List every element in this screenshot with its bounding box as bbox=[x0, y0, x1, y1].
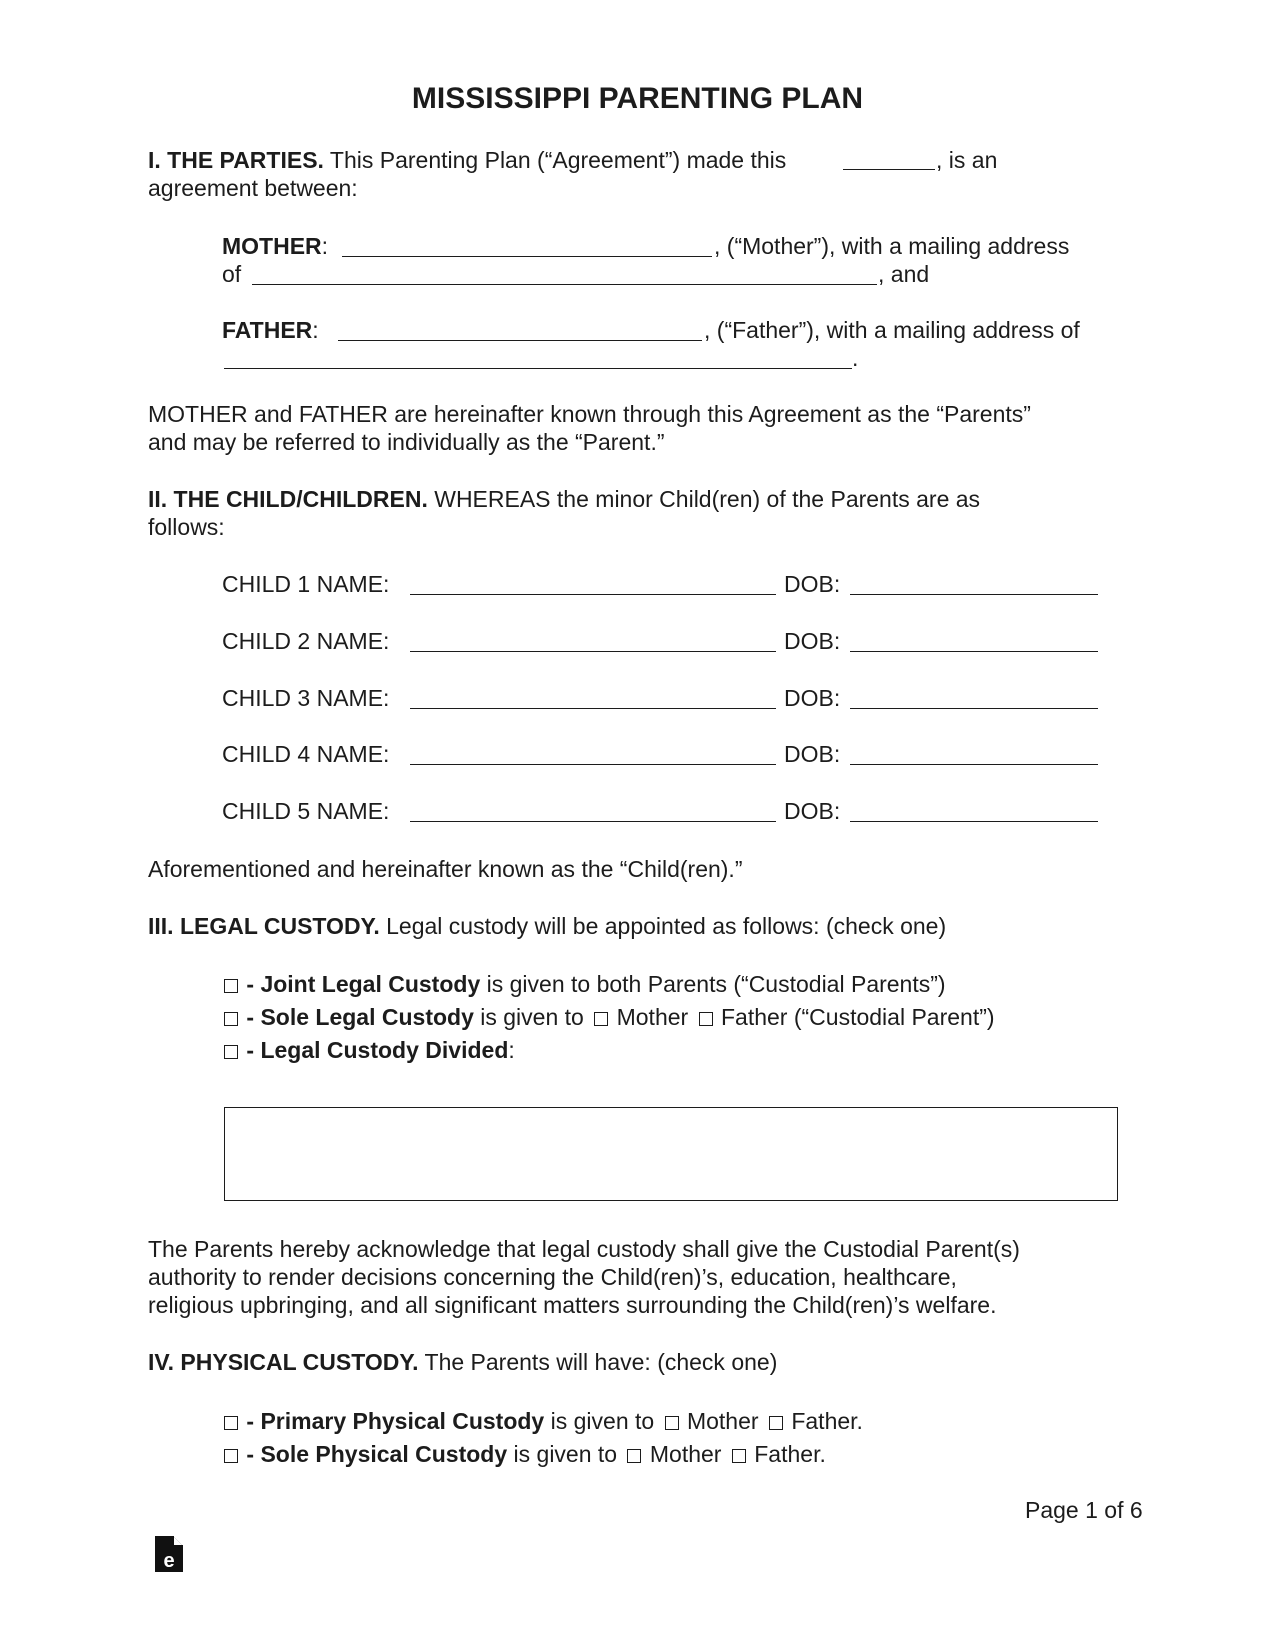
child-3-name-field[interactable] bbox=[410, 708, 776, 709]
sole-legal-rest: is given to bbox=[480, 1004, 584, 1030]
divided-legal-bold: - Legal Custody Divided bbox=[246, 1037, 509, 1063]
father-label: FATHER bbox=[222, 317, 313, 343]
sole-physical-checkbox[interactable] bbox=[224, 1449, 238, 1463]
primary-physical-mother-label: Mother bbox=[686, 1408, 759, 1434]
father-address-field[interactable] bbox=[224, 368, 852, 369]
sole-legal-bold: - Sole Legal Custody bbox=[246, 1004, 474, 1030]
child-4-name-field[interactable] bbox=[410, 764, 776, 765]
child-2-name-label: CHILD 2 NAME: bbox=[222, 628, 390, 654]
parents-known-line-1: MOTHER and FATHER are hereinafter known through this Agreement as the “Parents” bbox=[148, 401, 1031, 427]
child-2-name-field[interactable] bbox=[410, 651, 776, 652]
legal-ack-line-3: religious upbringing, and all significant matters surrounding the Child(ren)’s welfare. bbox=[148, 1292, 997, 1318]
child-5-dob-label: DOB: bbox=[784, 798, 841, 824]
child-5-name-field[interactable] bbox=[410, 821, 776, 822]
sole-physical-father-label: Father. bbox=[754, 1441, 826, 1467]
children-intro-cont: follows: bbox=[148, 514, 225, 540]
child-5-name-label: CHILD 5 NAME: bbox=[222, 798, 390, 824]
joint-legal-rest: is given to both Parents (“Custodial Parents”) bbox=[486, 971, 946, 997]
legal-ack-line-1: The Parents hereby acknowledge that legal custody shall give the Custodial Parent(s) bbox=[148, 1236, 1020, 1262]
divided-legal-checkbox[interactable] bbox=[224, 1045, 238, 1059]
legal-custody-divided-textbox[interactable] bbox=[224, 1107, 1118, 1201]
mother-label: MOTHER bbox=[222, 233, 322, 259]
legal-intro-line bbox=[148, 912, 946, 940]
eforms-logo-icon bbox=[153, 1534, 185, 1574]
sole-physical-father-checkbox[interactable] bbox=[732, 1449, 746, 1463]
parties-intro-cont: agreement between: bbox=[148, 175, 358, 201]
mother-label-line bbox=[222, 232, 328, 260]
mother-suffix: , (“Mother”), with a mailing address bbox=[714, 233, 1070, 259]
sole-legal-father-label: Father (“Custodial Parent”) bbox=[720, 1004, 995, 1030]
svg-text:e: e bbox=[163, 1550, 175, 1572]
mother-of: of bbox=[222, 261, 242, 287]
legal-ack-line-2: authority to render decisions concerning the Child(ren)’s, education, healthcare, bbox=[148, 1264, 957, 1290]
physical-option-sole bbox=[224, 1440, 826, 1468]
legal-option-joint bbox=[224, 970, 946, 998]
sole-physical-rest: is given to bbox=[513, 1441, 618, 1467]
divided-legal-colon: : bbox=[508, 1037, 515, 1063]
mother-and: , and bbox=[878, 261, 930, 287]
agreement-date-field[interactable] bbox=[843, 169, 935, 170]
child-1-name-field[interactable] bbox=[410, 594, 776, 595]
sole-legal-checkbox[interactable] bbox=[224, 1012, 238, 1026]
mother-address-field[interactable] bbox=[252, 284, 877, 285]
legal-heading: III. LEGAL CUSTODY. bbox=[148, 913, 380, 939]
mother-name-field[interactable] bbox=[342, 256, 712, 257]
father-end: . bbox=[852, 345, 859, 371]
eforms-logo-svg bbox=[153, 1534, 185, 1574]
mother-colon: : bbox=[321, 233, 329, 259]
parties-intro-suffix: , is an bbox=[936, 147, 998, 173]
physical-intro-text: The Parents will have: (check one) bbox=[424, 1349, 778, 1375]
physical-intro-line bbox=[148, 1348, 777, 1376]
primary-physical-bold: - Primary Physical Custody bbox=[246, 1408, 545, 1434]
parents-known-line-2: and may be referred to individually as the “Parent.” bbox=[148, 429, 665, 455]
sole-legal-mother-label: Mother bbox=[616, 1004, 689, 1030]
child-4-dob-field[interactable] bbox=[850, 764, 1098, 765]
primary-physical-checkbox[interactable] bbox=[224, 1416, 238, 1430]
child-1-dob-label: DOB: bbox=[784, 571, 841, 597]
primary-physical-father-checkbox[interactable] bbox=[769, 1416, 783, 1430]
child-3-dob-label: DOB: bbox=[784, 685, 841, 711]
father-suffix: , (“Father”), with a mailing address of bbox=[704, 317, 1080, 343]
sole-legal-father-checkbox[interactable] bbox=[699, 1012, 713, 1026]
child-1-dob-field[interactable] bbox=[850, 594, 1098, 595]
child-3-name-label: CHILD 3 NAME: bbox=[222, 685, 390, 711]
child-5-dob-field[interactable] bbox=[850, 821, 1098, 822]
child-2-dob-label: DOB: bbox=[784, 628, 841, 654]
children-closing: Aforementioned and hereinafter known as the “Child(ren).” bbox=[148, 856, 743, 882]
child-4-name-label: CHILD 4 NAME: bbox=[222, 741, 390, 767]
primary-physical-rest: is given to bbox=[550, 1408, 655, 1434]
parties-intro-text: This Parenting Plan (“Agreement”) made this bbox=[329, 147, 787, 173]
sole-legal-mother-checkbox[interactable] bbox=[594, 1012, 608, 1026]
children-heading: II. THE CHILD/CHILDREN. bbox=[148, 486, 428, 512]
sole-physical-mother-label: Mother bbox=[649, 1441, 722, 1467]
sole-physical-mother-checkbox[interactable] bbox=[627, 1449, 641, 1463]
father-name-field[interactable] bbox=[338, 340, 702, 341]
child-1-name-label: CHILD 1 NAME: bbox=[222, 571, 390, 597]
legal-intro-text: Legal custody will be appointed as follows: (check one) bbox=[386, 913, 947, 939]
primary-physical-mother-checkbox[interactable] bbox=[665, 1416, 679, 1430]
page-number: Page 1 of 6 bbox=[1025, 1497, 1143, 1523]
child-4-dob-label: DOB: bbox=[784, 741, 841, 767]
physical-option-primary bbox=[224, 1407, 863, 1435]
child-3-dob-field[interactable] bbox=[850, 708, 1098, 709]
joint-legal-bold: - Joint Legal Custody bbox=[246, 971, 481, 997]
primary-physical-father-label: Father. bbox=[791, 1408, 863, 1434]
parties-heading: I. THE PARTIES. bbox=[148, 147, 324, 173]
father-colon: : bbox=[312, 317, 319, 343]
parties-intro-line bbox=[148, 146, 786, 174]
father-label-line bbox=[222, 316, 319, 344]
joint-legal-checkbox[interactable] bbox=[224, 979, 238, 993]
children-intro-text: WHEREAS the minor Child(ren) of the Parents are as bbox=[434, 486, 981, 512]
sole-physical-bold: - Sole Physical Custody bbox=[246, 1441, 508, 1467]
child-2-dob-field[interactable] bbox=[850, 651, 1098, 652]
legal-option-sole bbox=[224, 1003, 995, 1031]
legal-option-divided bbox=[224, 1036, 515, 1064]
physical-heading: IV. PHYSICAL CUSTODY. bbox=[148, 1349, 419, 1375]
children-intro-line bbox=[148, 485, 980, 513]
page-title: MISSISSIPPI PARENTING PLAN bbox=[411, 82, 864, 115]
